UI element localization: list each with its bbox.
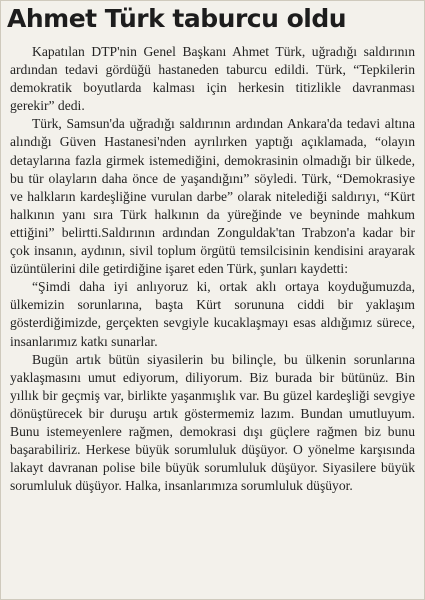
paragraph-2: Türk, Samsun'da uğradığı saldırının ardından Ankara'da tedavi altına alındığı Güven Hastanesi'nden ayrılırken yaptığı açıklamada, “olayın detaylarına fazla girmek istemediğini, demokrasinin olmadığı bir ülkede, bu tür olayların daha önce de yaşandığını” söyledi. Türk, “Demokrasiye ve halkların kardeşliğine vurulan darbe” olarak nitelediği saldırıyı, “Kürt halkının yanı sıra Türk halkının da yüreğinde ve beyninde mahkum ettiğini” belirtti.Saldırının ardından Zonguldak'tan Trabzon'a kadar bir çok insanın, aydının, sivil toplum örgütü temsilcisinin kendisini arayarak üzüntülerini dile getirdiğine işaret eden Türk, şunları kaydetti: [10, 116, 415, 277]
paragraph-1: Kapatılan DTP'nin Genel Başkanı Ahmet Türk, uğradığı saldırının ardından tedavi gördüğü hastaneden taburcu edildi. Türk, “Tepkilerin demokratik boyutlarda kalması için herkesin titizlikle davranması gerekir” dedi. [10, 44, 415, 114]
paragraph-3: “Şimdi daha iyi anlıyoruz ki, ortak aklı ortaya koyduğumuzda, ülkemizin sorunlarına, başta Kürt sorununa ciddi bir yaklaşım gösterdiğimizde, gerçekten sevgiyle kucaklaşmayı esas aldığımız sürece, insanlarımız katkı sunarlar. [10, 279, 415, 349]
headline: Ahmet Türk taburcu oldu [7, 4, 347, 33]
article-body [10, 43, 415, 495]
paragraph-4: Bugün artık bütün siyasilerin bu bilinçle, bu ülkenin sorunlarına yaklaşmasını umut ediyorum, diliyorum. Biz burada bir bütünüz. Bin yıllık bir geçmiş var, birlikte yaşanmışlık var. Bu güzel kardeşliği sevgiye dönüştürecek bir duruşu artık göstermemiz lazım. Bundan umutluyum. Bunu istemeyenlere rağmen, demokrasi dışı güçlere rağmen biz bunu başarabiliriz. Herkese büyük sorumluluk düşüyor. O yönelme karşısında lakayt davranan polise bile büyük sorumluluk düşüyor. Siyasilere büyük sorumluluk düşüyor. Halka, insanlarımıza sorumluluk düşüyor. [10, 351, 415, 494]
